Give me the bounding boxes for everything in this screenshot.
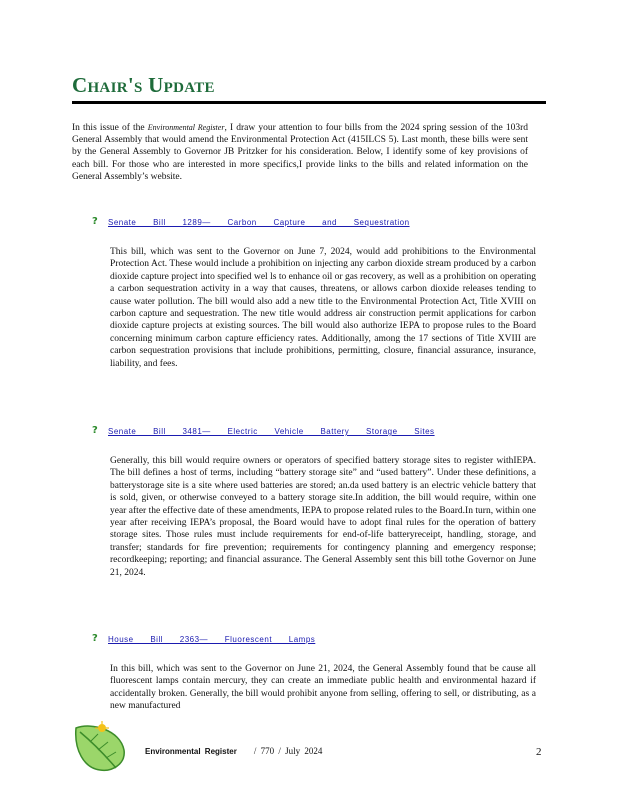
section-heading-hb2363 bbox=[92, 635, 512, 649]
section-body-sb1289: This bill, which was sent to the Governor on June 7, 2024, would add prohibitions to the Environmental Protection Act. These would include a prohibition on injecting any carbon dioxide stream produced by a carbon dioxide capture project into specified wel ls to enhance oil or gas recovery, as well as a prohibition on operating a carbon sequestration activity in a way that causes, threatens, or allows carbon dioxide releases tending to cause water pollution. The bill would also add a new title to the Environmental Protection Act, Title XVIII on carbon capture and sequestration. The new title would address air construction permit applications for carbon dioxide capture projects at existing sources. The bill would also authorize IEPA to propose rules to the Board concerning minimum carbon capture efficiency rates. Additionally, among the 17 sections of Title XVIII are carbon sequestration provisions that include prohibitions, permitting, closure, financial assurance, insurance, liability, and fees. bbox=[110, 247, 536, 369]
bullet-icon: ? bbox=[92, 633, 98, 644]
link-house-bill-2363[interactable]: House Bill 2363— Fluorescent Lamps bbox=[108, 635, 316, 644]
page-footer bbox=[0, 720, 618, 780]
section-body-sb3481: Generally, this bill would require owners or operators of specified battery storage sites to register withIEPA. The bill defines a host of terms, including “battery storage site” and “used battery”. Under these definitions, a batterystorage site is a site where used batteries are stored; an.da used battery is an electric vehicle battery that is sold, given, or otherwise conveyed to a battery storage site.In addition, the bill would require, within one year after the effective date of these amendments, IEPA to propose related rules to the Board.In turn, within one year after receiving IEPA’s proposal, the Board would have to adopt final rules for the operation of battery storage sites. Those rules must include requirements for end-of-life batteryreceipt, handling, storage, and transfer; standards for fire prevention; requirements for contingency planning and emergency response; recordkeeping; reporting; and financial assurance. The General Assembly sent this bill tothe Governor on June 21, 2024. bbox=[110, 456, 536, 578]
footer-publication: Environmental Register bbox=[145, 747, 237, 756]
page-number: 2 bbox=[536, 746, 542, 758]
section-heading-sb3481 bbox=[92, 427, 512, 441]
section-heading-sb1289 bbox=[92, 218, 512, 232]
section-body-hb2363: In this bill, which was sent to the Governor on June 21, 2024, the General Assembly found that be cause all fluorescent lamps contain mercury, they can create an immediate public health and environmental hazard if accidentally broken. Generally, the bill would prohibit anyone from selling, offering to sell, or distributing, as a new manufactured bbox=[110, 664, 536, 712]
intro-text-before: In this issue of the bbox=[72, 123, 148, 133]
bullet-icon: ? bbox=[92, 216, 98, 227]
link-senate-bill-3481[interactable]: Senate Bill 3481— Electric Vehicle Battery Storage Sites bbox=[108, 427, 435, 436]
footer-issue: / 770 / July 2024 bbox=[253, 746, 323, 756]
footer-issue-line bbox=[145, 746, 322, 756]
leaf-logo-icon bbox=[72, 720, 128, 774]
intro-text-after: , I draw your attention to four bills from the 2024 spring session of the 103rd General Assembly that would amend the Environmental Protection Act (415ILCS 5). Last month, these bills were sent by the General Assembly to Governor JB Pritzker for his consideration. Below, I identify some of key provisions of each bill. For those who are interested in more specifics,I provide links to the bills and related information on the General Assembly’s website. bbox=[72, 123, 529, 182]
page-header bbox=[72, 73, 546, 97]
header-rule bbox=[72, 101, 546, 104]
intro-paragraph bbox=[72, 122, 528, 183]
bullet-icon: ? bbox=[92, 425, 98, 436]
intro-publication-name: Environmental Register bbox=[147, 123, 225, 132]
page-title: Chair's Update bbox=[72, 73, 215, 97]
link-senate-bill-1289[interactable]: Senate Bill 1289— Carbon Capture and Sequestration bbox=[108, 218, 410, 227]
